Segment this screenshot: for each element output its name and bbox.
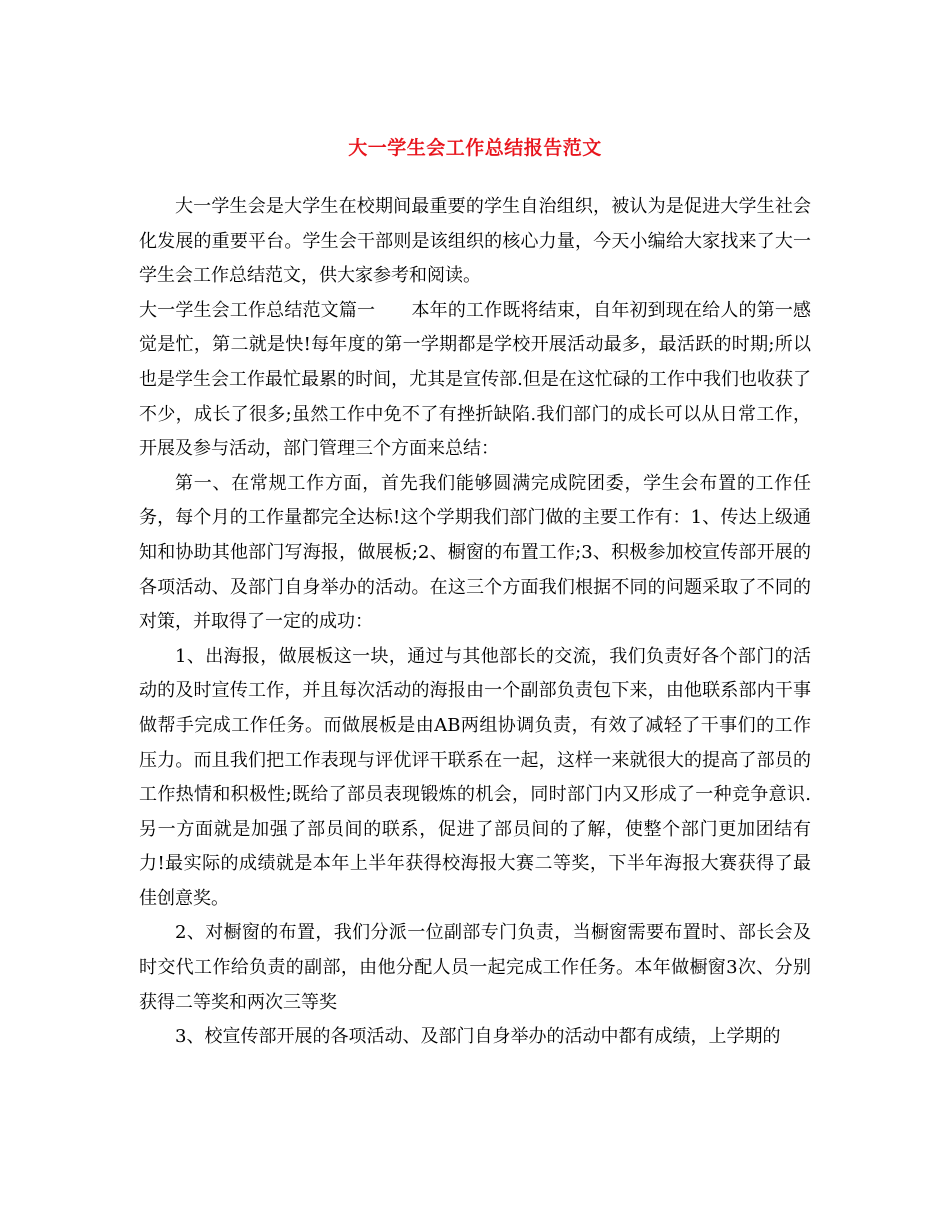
paragraph-intro: 大一学生会是大学生在校期间最重要的学生自治组织，被认为是促进大学生社会化发展的重要平台。学生会干部则是该组织的核心力量，今天小编给大家找来了大一学生会工作总结范文，供大家参考和阅读。 bbox=[139, 196, 811, 287]
paragraph-posters-boards: 1、出海报，做展板这一块，通过与其他部长的交流，我们负责好各个部门的活动的及时宣传工作，并且每次活动的海报由一个副部负责包下来，由他联系部内干事做帮手完成工作任务。而做展板是由AB两组协调负责，有效了减轻了干事们的工作压力。而且我们把工作表现与评优评干联系在一起，这样一来就很大的提高了部员的工作热情和积极性;既给了部员表现锻炼的机会，同时部门内又形成了一种竞争意识.另一方面就是加强了部员间的联系，促进了部员间的了解，使整个部门更加团结有力!最实际的成绩就是本年上半年获得校海报大赛二等奖，下半年海报大赛获得了最佳创意奖。 bbox=[139, 645, 811, 909]
paragraph-activities: 3、校宣传部开展的各项活动、及部门自身举办的活动中都有成绩，上学期的 bbox=[175, 1026, 781, 1048]
paragraph-showcase-window: 2、对橱窗的布置，我们分派一位副部专门负责，当橱窗需要布置时、部长会及时交代工作给负责的副部，由他分配人员一起完成工作任务。本年做橱窗3次、分别获得二等奖和两次三等奖 bbox=[139, 922, 811, 1013]
paragraph-routine-work: 第一、在常规工作方面，首先我们能够圆满完成院团委，学生会布置的工作任务，每个月的工作量都完全达标!这个学期我们部门做的主要工作有：1、传达上级通知和协助其他部门写海报，做展板;2、橱窗的布置工作;3、积极参加校宣传部开展的各项活动、及部门自身举办的活动。在这三个方面我们根据不同的问题采取了不同的对策，并取得了一定的成功： bbox=[139, 472, 811, 633]
document-title: 大一学生会工作总结报告范文 bbox=[348, 136, 602, 159]
document-body bbox=[139, 190, 811, 1055]
paragraph-part-one-opening: 大一学生会工作总结范文篇一 本年的工作既将结束，自年初到现在给人的第一感觉是忙，第二就是快!每年度的第一学期都是学校开展活动最多，最活跃的时期;所以也是学生会工作最忙最累的时间，尤其是宣传部.但是在这忙碌的工作中我们也收获了不少，成长了很多;虽然工作中免不了有挫折缺陷.我们部门的成长可以从日常工作，开展及参与活动，部门管理三个方面来总结： bbox=[139, 299, 811, 460]
